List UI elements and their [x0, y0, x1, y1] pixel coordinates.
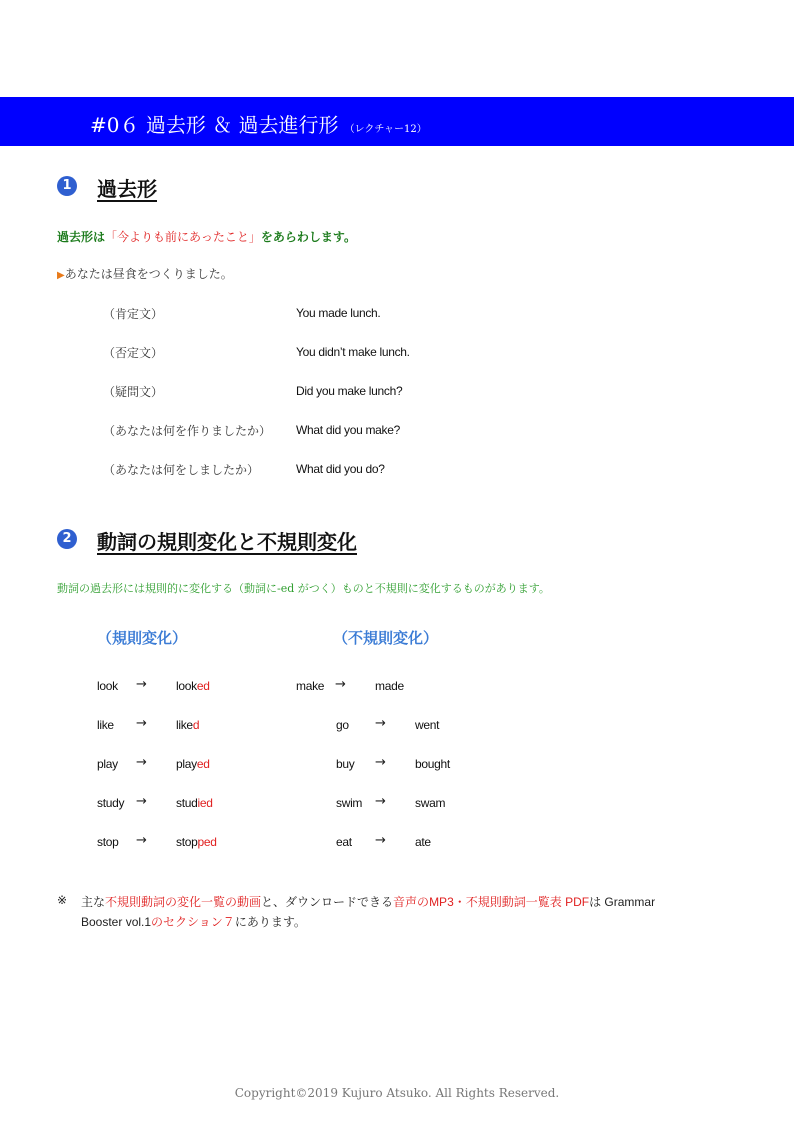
arrow-icon: →	[335, 677, 346, 692]
row-jp: （肯定文）	[103, 307, 164, 321]
past-suffix: ed	[196, 757, 210, 771]
past-suffix: ied	[197, 796, 213, 810]
note-highlight: のセクション７	[151, 915, 235, 929]
row-jp: （あなたは何を作りましたか）	[103, 424, 272, 438]
past-suffix: d	[192, 718, 200, 732]
irregular-past: ate	[415, 835, 431, 849]
note-text: は Grammar	[589, 895, 656, 909]
past-suffix: ed	[196, 679, 210, 693]
note-text: にあります。	[234, 915, 306, 929]
arrow-icon: →	[136, 716, 147, 731]
irregular-base: eat	[336, 835, 352, 849]
lesson-title-text: #0６ 過去形 ＆ 過去進行形	[90, 113, 339, 137]
regular-base: play	[97, 757, 118, 771]
note-text: Booster vol.1	[81, 915, 152, 929]
note-highlight: 不規則動詞の変化一覧の動画	[105, 895, 262, 909]
regular-past	[176, 835, 217, 849]
section-2-description: 動詞の過去形には規則的に変化する（動詞に-ed がつく）ものと不規則に変化するものがあります。	[57, 582, 550, 595]
section-1-title: 過去形	[97, 177, 157, 201]
regular-base: look	[97, 679, 118, 693]
example-label-text: あなたは昼食をつくりました。	[64, 267, 233, 281]
section-2-title: 動詞の規則変化と不規則変化	[97, 530, 357, 554]
irregular-base: make	[296, 679, 325, 693]
irregular-past: made	[375, 679, 404, 693]
past-suffix: ped	[197, 835, 217, 849]
past-stem: stud	[176, 796, 198, 810]
regular-past	[176, 796, 213, 810]
row-jp: （疑問文）	[103, 385, 164, 399]
intro-suffix: をあらわします。	[260, 230, 356, 244]
row-en: You made lunch.	[296, 306, 381, 320]
arrow-icon: →	[375, 755, 386, 770]
section-1-intro	[57, 228, 356, 245]
irregular-header: （不規則変化）	[333, 629, 439, 647]
note-mark: ※	[57, 893, 68, 907]
row-en: Did you make lunch?	[296, 384, 403, 398]
regular-past	[176, 718, 199, 732]
row-jp: （あなたは何をしましたか）	[103, 463, 260, 477]
lesson-subtitle: （レクチャー12）	[344, 124, 427, 135]
regular-past	[176, 679, 210, 693]
lesson-title	[90, 109, 427, 138]
row-en: What did you make?	[296, 423, 400, 437]
irregular-past: bought	[415, 757, 450, 771]
triangle-bullet-icon: ▶	[57, 270, 65, 281]
row-en: What did you do?	[296, 462, 385, 476]
irregular-base: go	[336, 718, 349, 732]
example-label	[57, 265, 233, 282]
past-stem: stop	[176, 835, 198, 849]
irregular-base: swim	[336, 796, 363, 810]
irregular-base: buy	[336, 757, 355, 771]
arrow-icon: →	[136, 794, 147, 809]
note-text: と、ダウンロードできる	[261, 895, 394, 909]
arrow-icon: →	[136, 755, 147, 770]
arrow-icon: →	[375, 716, 386, 731]
intro-prefix: 過去形は	[57, 230, 106, 244]
section-2-number-badge: 2	[57, 529, 77, 549]
regular-past	[176, 757, 210, 771]
arrow-icon: →	[136, 677, 147, 692]
irregular-past: went	[415, 718, 440, 732]
row-jp: （否定文）	[103, 346, 164, 360]
note-line-2	[81, 913, 306, 930]
note-highlight: 音声の	[393, 895, 430, 909]
regular-base: like	[97, 718, 114, 732]
regular-base: study	[97, 796, 125, 810]
regular-header: （規則変化）	[97, 629, 188, 647]
arrow-icon: →	[375, 794, 386, 809]
note-line-1	[81, 893, 655, 910]
arrow-icon: →	[375, 833, 386, 848]
past-stem: play	[176, 757, 197, 771]
row-en: You didn’t make lunch.	[296, 345, 410, 359]
copyright-footer: Copyright©2019 Kujuro Atsuko. All Rights Reserved.	[234, 1086, 560, 1100]
intro-highlight: 「今よりも前にあったこと」	[105, 230, 261, 244]
regular-base: stop	[97, 835, 119, 849]
note-text: 主な	[81, 895, 106, 909]
past-stem: look	[176, 679, 197, 693]
past-stem: like	[176, 718, 193, 732]
section-1-number-badge: 1	[57, 176, 77, 196]
irregular-past: swam	[415, 796, 446, 810]
note-highlight: MP3・不規則動詞一覧表 PDF	[429, 895, 590, 909]
arrow-icon: →	[136, 833, 147, 848]
